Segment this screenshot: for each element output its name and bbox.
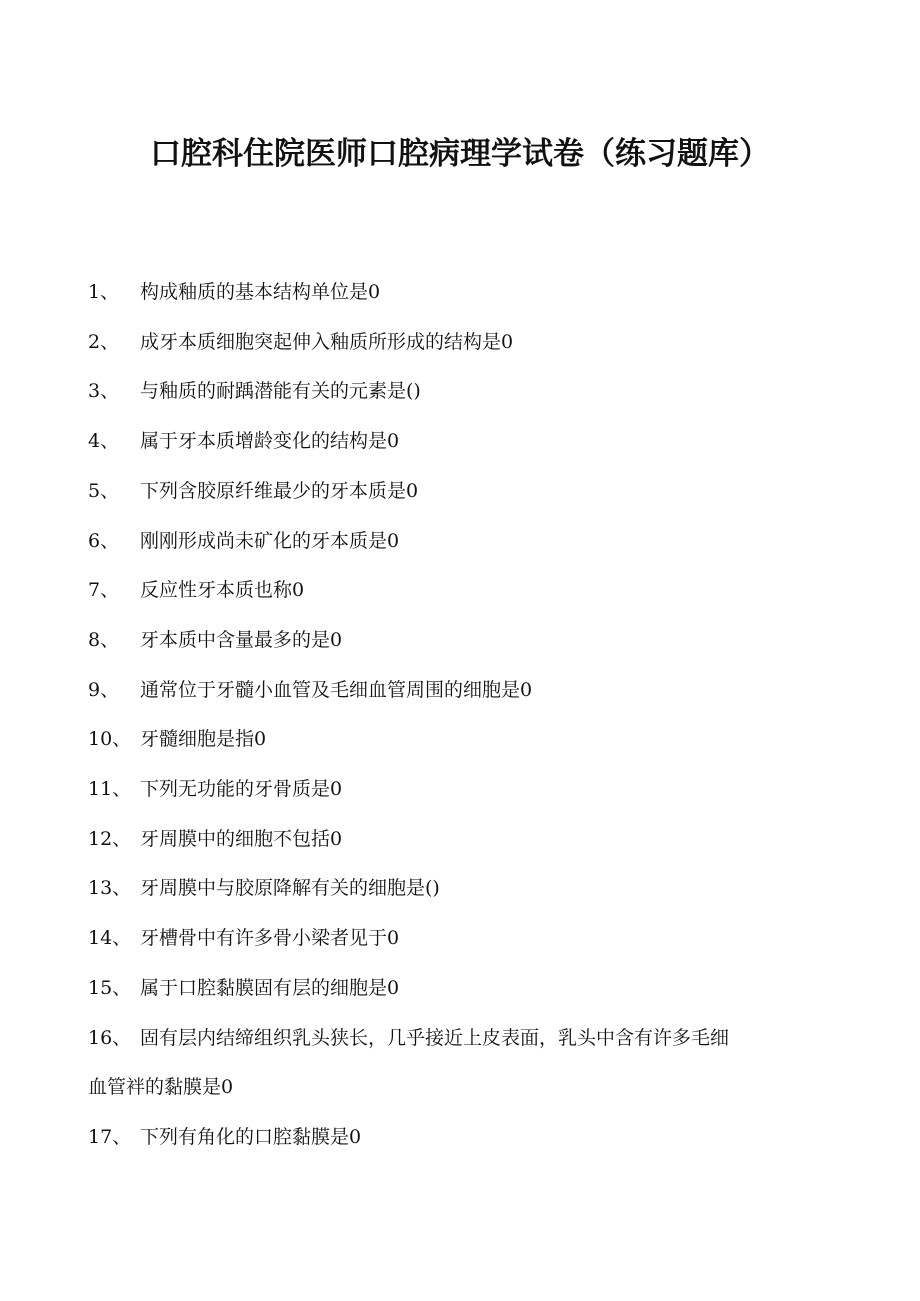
question-number: 13、 xyxy=(88,877,132,900)
question-item xyxy=(88,1014,828,1113)
question-number: 15、 xyxy=(88,976,132,999)
question-text: 牙周膜中的细胞不包括0 xyxy=(140,827,343,850)
question-number: 5、 xyxy=(88,479,120,502)
question-number: 6、 xyxy=(88,529,120,552)
question-number: 7、 xyxy=(88,579,120,602)
question-number: 16、 xyxy=(88,1026,132,1049)
question-text: 刚刚形成尚未矿化的牙本质是0 xyxy=(140,529,400,552)
question-text: 下列无功能的牙骨质是0 xyxy=(140,778,343,801)
question-list xyxy=(88,268,828,1163)
question-item xyxy=(88,268,828,318)
question-item xyxy=(88,417,828,467)
question-number: 1、 xyxy=(88,281,120,303)
question-text: 牙周膜中与胶原降解有关的细胞是() xyxy=(140,877,440,900)
question-text: 通常位于牙髓小血管及毛细血管周围的细胞是0 xyxy=(140,678,533,701)
page-title: 口腔科住院医师口腔病理学试卷（练习题库） xyxy=(150,136,770,172)
question-number: 17、 xyxy=(88,1125,132,1148)
question-item xyxy=(88,566,828,616)
question-number: 9、 xyxy=(88,678,120,701)
question-text: 构成釉质的基本结构单位是0 xyxy=(140,281,381,303)
question-text: 牙本质中含量最多的是0 xyxy=(140,628,343,651)
question-number: 14、 xyxy=(88,927,132,950)
question-item xyxy=(88,1113,828,1163)
question-text: 反应性牙本质也称0 xyxy=(140,579,305,602)
question-text: 与釉质的耐踽潜能有关的元素是() xyxy=(140,380,421,403)
question-text: 属于牙本质增龄变化的结构是0 xyxy=(140,430,400,453)
question-item xyxy=(88,765,828,815)
question-number: 11、 xyxy=(88,778,132,801)
question-text: 成牙本质细胞突起伸入釉质所形成的结构是0 xyxy=(140,330,514,353)
question-number: 2、 xyxy=(88,330,120,353)
question-number: 8、 xyxy=(88,628,120,651)
question-number: 10、 xyxy=(88,728,132,751)
question-item xyxy=(88,914,828,964)
question-item xyxy=(88,666,828,716)
question-item xyxy=(88,517,828,567)
question-item xyxy=(88,815,828,865)
question-text: 属于口腔黏膜固有层的细胞是0 xyxy=(140,976,400,999)
question-number: 3、 xyxy=(88,380,120,403)
question-number: 12、 xyxy=(88,827,132,850)
question-number: 4、 xyxy=(88,430,120,453)
question-item xyxy=(88,864,828,914)
question-item xyxy=(88,964,828,1014)
question-text: 牙髓细胞是指0 xyxy=(140,728,267,751)
question-text: 固有层内结缔组织乳头狭长，几乎接近上皮表面，乳头中含有许多毛细 xyxy=(140,1026,730,1049)
question-item xyxy=(88,616,828,666)
question-item xyxy=(88,367,828,417)
question-text-continued: 血管袢的黏膜是0 xyxy=(88,1076,234,1099)
question-text: 下列含胶原纤维最少的牙本质是0 xyxy=(140,479,419,502)
question-item xyxy=(88,467,828,517)
question-item xyxy=(88,715,828,765)
question-text: 牙槽骨中有许多骨小梁者见于0 xyxy=(140,927,400,950)
question-text: 下列有角化的口腔黏膜是0 xyxy=(140,1125,362,1148)
question-item xyxy=(88,318,828,368)
